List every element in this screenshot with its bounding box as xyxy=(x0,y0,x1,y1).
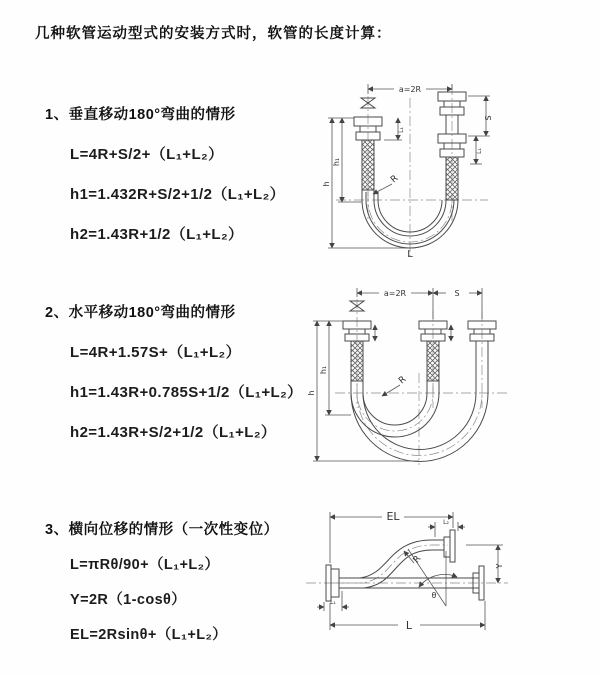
formula-2-2: h1=1.43R+0.785S+1/2（L₁+L₂） xyxy=(70,384,303,401)
hose-drawing xyxy=(343,301,496,462)
braid-right xyxy=(446,157,458,200)
dim-h1-label: h₁ xyxy=(332,157,341,167)
section-2 xyxy=(45,301,303,442)
centerlines xyxy=(335,299,510,465)
section-1 xyxy=(45,103,285,244)
dim-h1-label: h₁ xyxy=(319,365,328,375)
braid-left xyxy=(362,140,374,190)
braid-left xyxy=(351,341,363,381)
centerlines xyxy=(336,85,488,256)
formula-3-2: Y=2R（1-cosθ） xyxy=(70,592,187,608)
section-1-heading: 1、垂直移动180°弯曲的情形 xyxy=(45,107,236,123)
formula-3-3: EL=2Rsinθ+（L₁+L₂） xyxy=(70,627,228,643)
dim-el-label: EL xyxy=(386,510,400,523)
dim-l2-label: L₂ xyxy=(443,519,449,526)
dim-l1-label: L₁ xyxy=(330,599,336,606)
formula-3-1: L=πRθ/90+（L₁+L₂） xyxy=(70,557,220,573)
radius-label: R xyxy=(389,173,401,186)
diagram-lateral-displacement xyxy=(298,503,596,645)
hose-drawing xyxy=(326,530,484,606)
page-title: 几种软管运动型式的安装方式时，软管的长度计算： xyxy=(35,26,392,42)
formula-1-3: h2=1.43R+1/2（L₁+L₂） xyxy=(70,226,244,243)
dim-l1-label-left: L₁ xyxy=(398,127,405,133)
section-3-heading: 3、横向位移的情形（一次性变位） xyxy=(45,522,279,538)
dim-s-label: S xyxy=(454,289,460,298)
length-label: L xyxy=(407,249,413,260)
dim-s-label: S xyxy=(484,115,493,121)
section-3 xyxy=(45,518,279,644)
section-2-heading: 2、水平移动180°弯曲的情形 xyxy=(45,305,236,321)
centerlines xyxy=(306,545,508,583)
dim-h-label: h xyxy=(322,181,331,187)
radius-label: R xyxy=(397,374,409,387)
formula-1-2: h1=1.432R+S/2+1/2（L₁+L₂） xyxy=(70,186,286,203)
dim-l1-label-right: L₁ xyxy=(476,148,483,154)
dimension-lines xyxy=(317,512,503,630)
theta-label: θ xyxy=(431,591,437,600)
dim-a2r-label: a=2R xyxy=(398,85,422,94)
formula-2-1: L=4R+1.57S+（L₁+L₂） xyxy=(70,344,241,361)
dim-a2r-label: a=2R xyxy=(383,289,407,298)
formula-1-1: L=4R+S/2+（L₁+L₂） xyxy=(70,146,224,163)
diagram-vertical-180-bend xyxy=(310,72,580,260)
dim-y-label: Y xyxy=(495,563,504,569)
dim-h-label: h xyxy=(307,390,316,396)
dim-l-label: L xyxy=(405,619,413,632)
formula-2-3: h2=1.43R+S/2+1/2（L₁+L₂） xyxy=(70,424,277,441)
diagram-horizontal-180-bend xyxy=(305,283,593,466)
braid-middle xyxy=(427,341,439,381)
radius-label: R xyxy=(411,554,424,566)
dimension-lines xyxy=(328,84,490,248)
